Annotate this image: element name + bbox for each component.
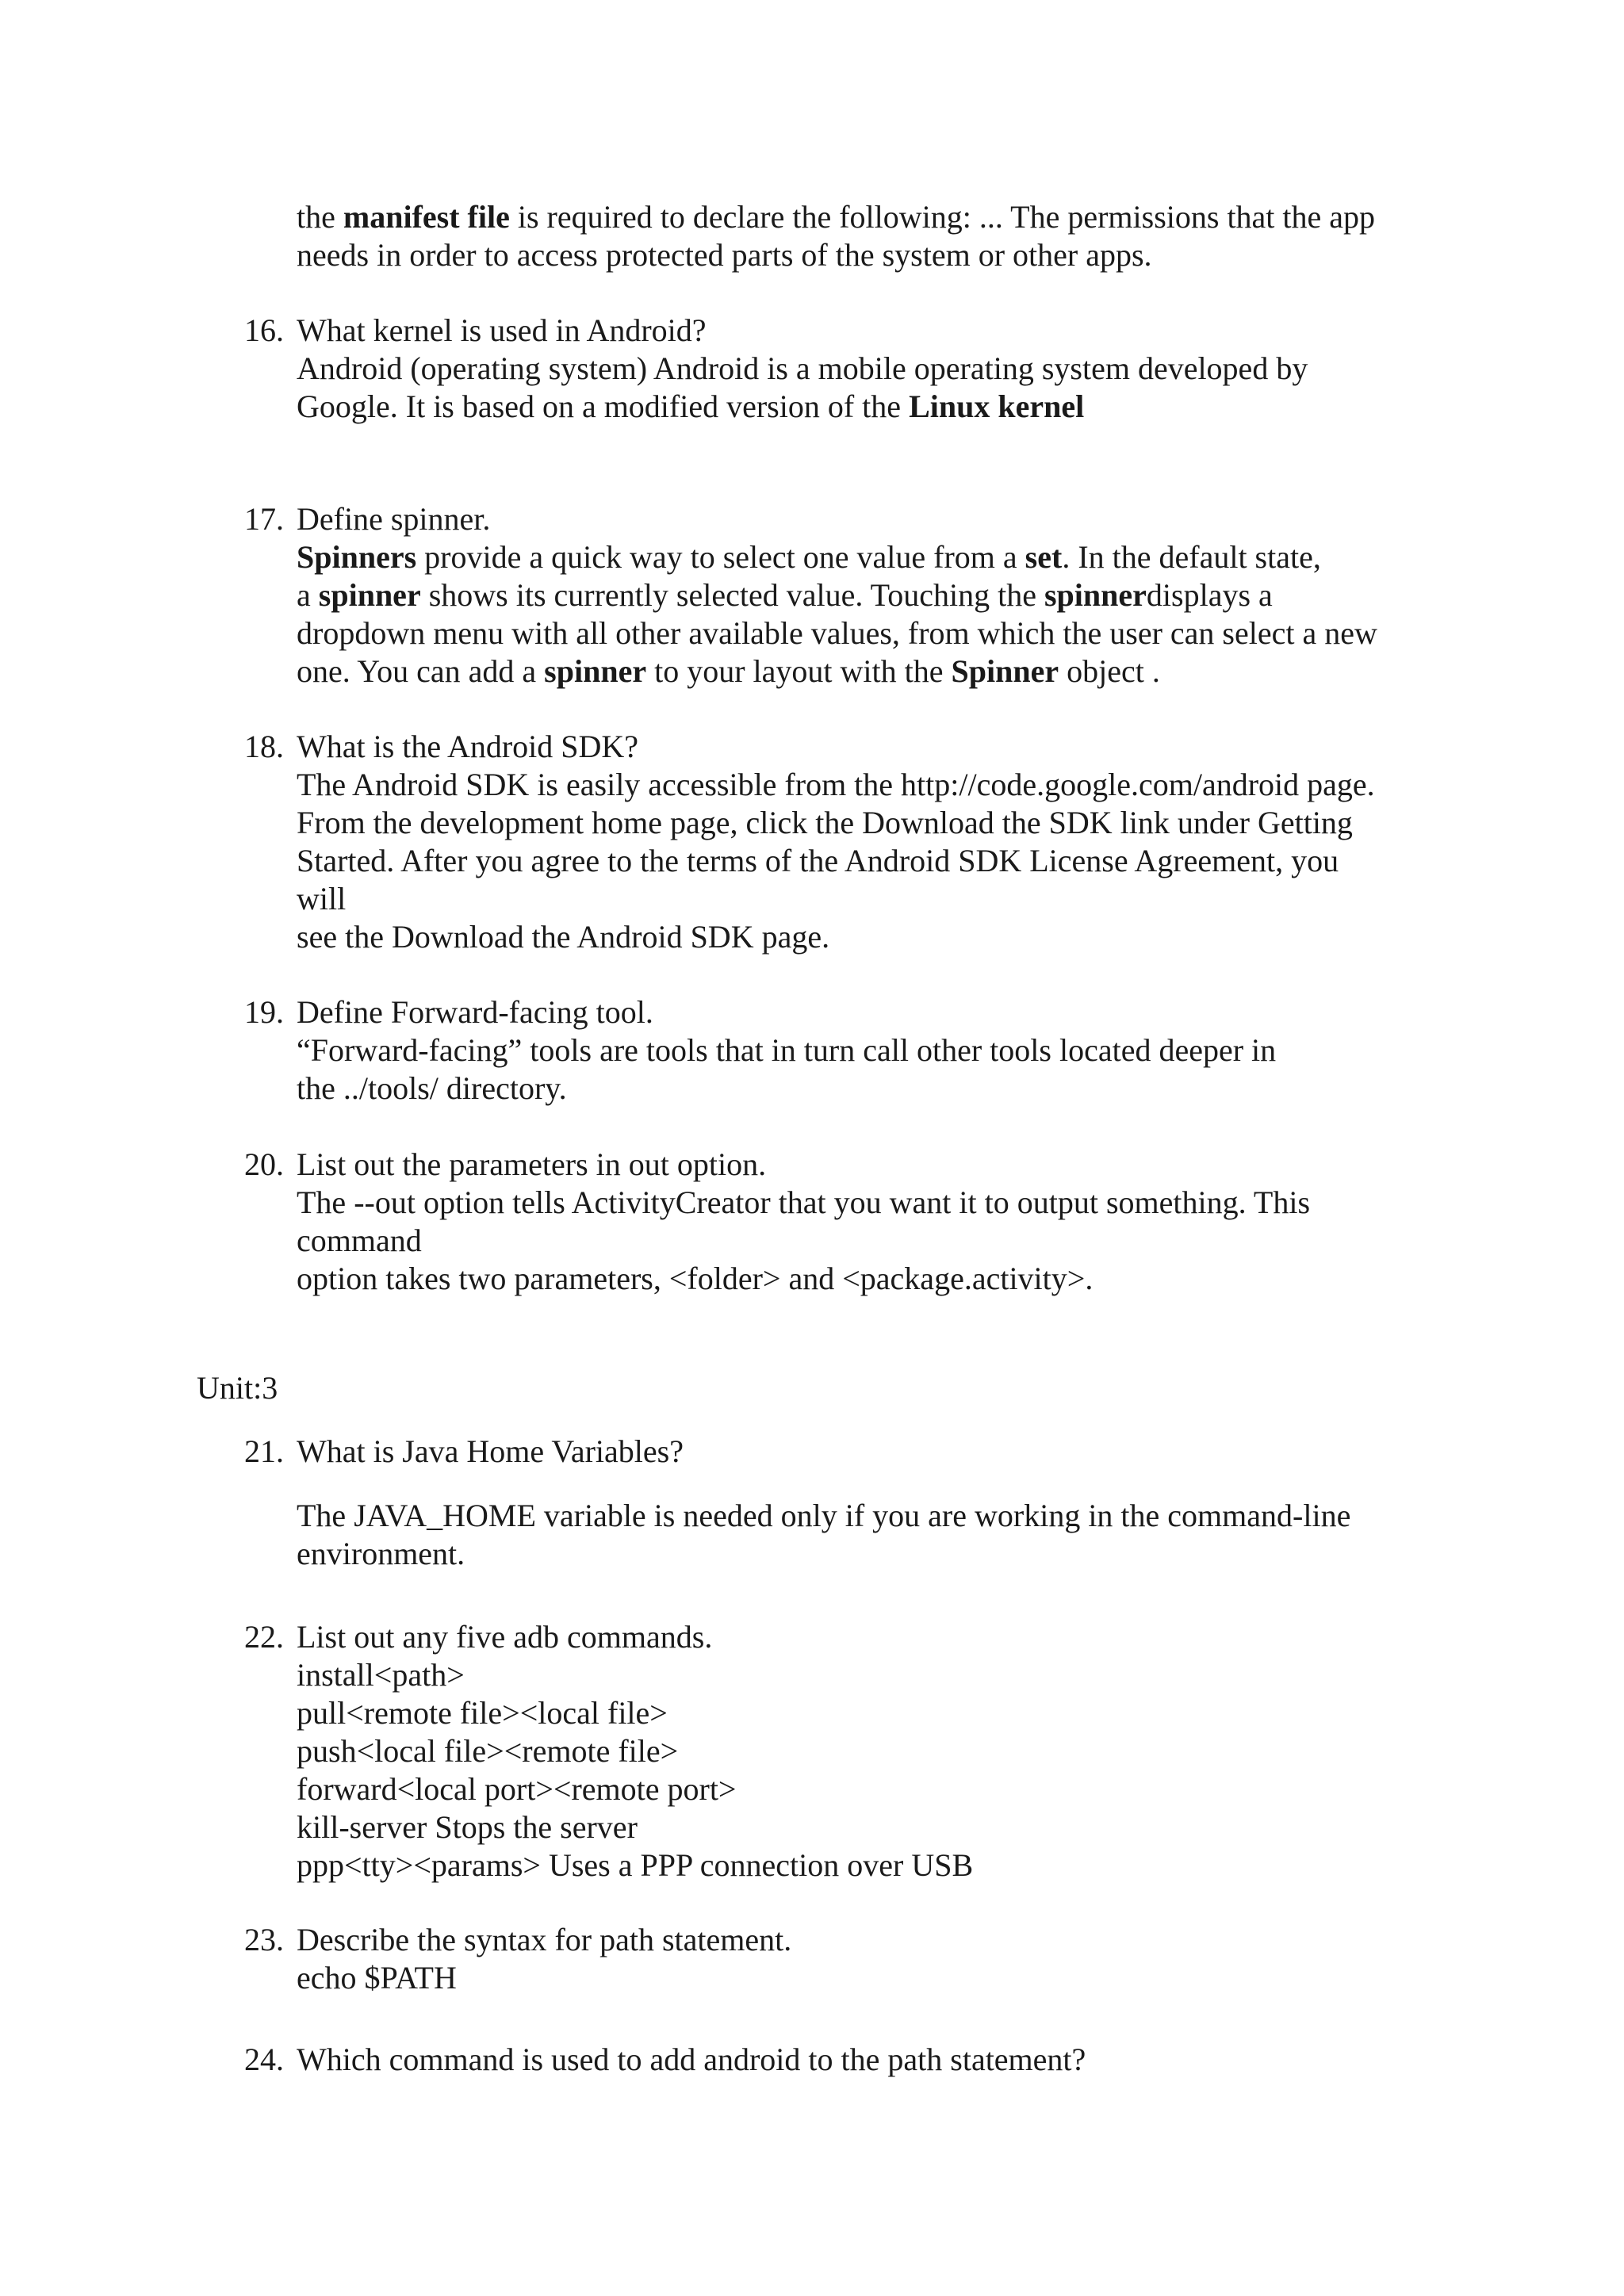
q22-answer-line-6: ppp<tty><params> Uses a PPP connection over USB bbox=[297, 1847, 974, 1883]
q20-answer-line-2: command bbox=[297, 1223, 422, 1258]
q18-answer-line-2: From the development home page, click the Download the SDK link under Getting bbox=[297, 805, 1353, 840]
q20-answer-line-3: option takes two parameters, <folder> and <package.activity>. bbox=[297, 1261, 1094, 1296]
q22-answer-line-5: kill-server Stops the server bbox=[297, 1809, 638, 1845]
q16-number: 16. bbox=[244, 312, 284, 348]
q21-answer-line-2: environment. bbox=[297, 1536, 465, 1571]
q23-number: 23. bbox=[244, 1922, 284, 1957]
q16-question: What kernel is used in Android? bbox=[297, 312, 707, 348]
q20-answer-line-1: The --out option tells ActivityCreator that you want it to output something. This bbox=[297, 1184, 1311, 1220]
q20-number: 20. bbox=[244, 1146, 284, 1182]
q22-answer-line-2: pull<remote file><local file> bbox=[297, 1695, 668, 1731]
q17-answer-line-1: Spinners provide a quick way to select one value from a set. In the default state, bbox=[297, 539, 1321, 575]
q16-answer-line-1: Android (operating system) Android is a mobile operating system developed by bbox=[297, 350, 1308, 386]
q18-answer-line-4: will bbox=[297, 881, 347, 916]
q19-answer-line-2: the ../tools/ directory. bbox=[297, 1070, 567, 1106]
q20-question: List out the parameters in out option. bbox=[297, 1146, 767, 1182]
q17-answer-line-3: dropdown menu with all other available values, from which the user can select a new bbox=[297, 615, 1377, 651]
q23-answer-line-1: echo $PATH bbox=[297, 1960, 457, 1996]
q18-answer-line-3: Started. After you agree to the terms of the Android SDK License Agreement, you bbox=[297, 843, 1339, 878]
q19-number: 19. bbox=[244, 994, 284, 1030]
q17-answer-line-4: one. You can add a spinner to your layout with the Spinner object . bbox=[297, 653, 1160, 689]
q22-number: 22. bbox=[244, 1619, 284, 1655]
q17-question: Define spinner. bbox=[297, 501, 491, 537]
q22-answer-line-1: install<path> bbox=[297, 1657, 465, 1693]
q22-answer-line-4: forward<local port><remote port> bbox=[297, 1771, 737, 1807]
q19-answer-line-1: “Forward-facing” tools are tools that in turn call other tools located deeper in bbox=[297, 1032, 1277, 1068]
q17-answer-line-2: a spinner shows its currently selected value. Touching the spinnerdisplays a bbox=[297, 577, 1273, 613]
q16-answer-line-2: Google. It is based on a modified version of the Linux kernel bbox=[297, 388, 1085, 424]
q24-number: 24. bbox=[244, 2042, 284, 2077]
q24-question: Which command is used to add android to the path statement? bbox=[297, 2042, 1086, 2077]
manifest-text-line-1: the manifest file is required to declare the following: ... The permissions that the app bbox=[297, 199, 1376, 235]
q18-question: What is the Android SDK? bbox=[297, 729, 639, 764]
q19-question: Define Forward-facing tool. bbox=[297, 994, 653, 1030]
q21-question: What is Java Home Variables? bbox=[297, 1433, 684, 1469]
q21-answer-line-1: The JAVA_HOME variable is needed only if you are working in the command-line bbox=[297, 1498, 1351, 1533]
q21-number: 21. bbox=[244, 1433, 284, 1469]
manifest-text-line-2: needs in order to access protected parts of the system or other apps. bbox=[297, 237, 1152, 273]
q23-question: Describe the syntax for path statement. bbox=[297, 1922, 792, 1957]
q18-answer-line-1: The Android SDK is easily accessible from the http://code.google.com/android page. bbox=[297, 767, 1375, 802]
q18-answer-line-5: see the Download the Android SDK page. bbox=[297, 919, 830, 955]
q22-answer-line-3: push<local file><remote file> bbox=[297, 1733, 679, 1769]
q17-number: 17. bbox=[244, 501, 284, 537]
q18-number: 18. bbox=[244, 729, 284, 764]
q22-question: List out any five adb commands. bbox=[297, 1619, 713, 1655]
unit-heading: Unit:3 bbox=[197, 1370, 278, 1406]
